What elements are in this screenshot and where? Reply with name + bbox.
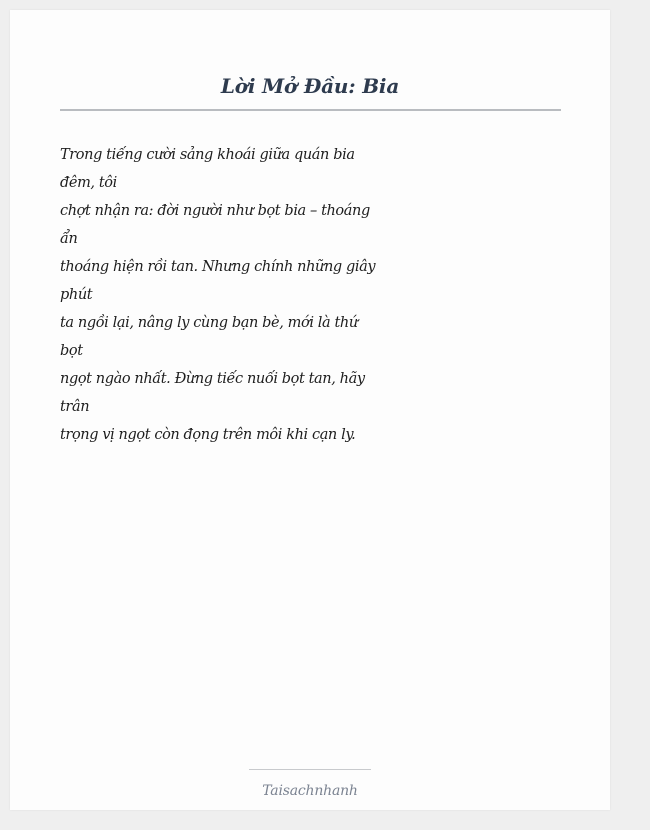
text-line: chợt nhận ra: đời người như bọt bia – thoáng	[60, 203, 370, 219]
text-line: bọt	[60, 343, 83, 359]
footer-divider	[249, 769, 371, 770]
text-line: trân	[60, 399, 90, 415]
document-page	[10, 10, 610, 810]
title-divider	[60, 109, 561, 111]
page-title: Lời Mở Đầu: Bia	[220, 74, 400, 98]
text-line: Trong tiếng cười sảng khoái giữa quán bia	[60, 147, 355, 163]
text-line: ta ngồi lại, nâng ly cùng bạn bè, mới là thứ	[60, 315, 358, 331]
text-line: đêm, tôi	[60, 175, 117, 191]
text-line: thoáng hiện rồi tan. Nhưng chính những giây	[60, 259, 376, 275]
footer-brand: Taisachnhanh	[262, 783, 358, 799]
text-line: trọng vị ngọt còn đọng trên môi khi cạn ly.	[60, 427, 356, 443]
body-paragraph	[60, 141, 376, 449]
text-line: ngọt ngào nhất. Đừng tiếc nuối bọt tan, hãy	[60, 371, 365, 387]
text-line: phút	[60, 287, 93, 303]
text-line: ẩn	[60, 231, 78, 247]
